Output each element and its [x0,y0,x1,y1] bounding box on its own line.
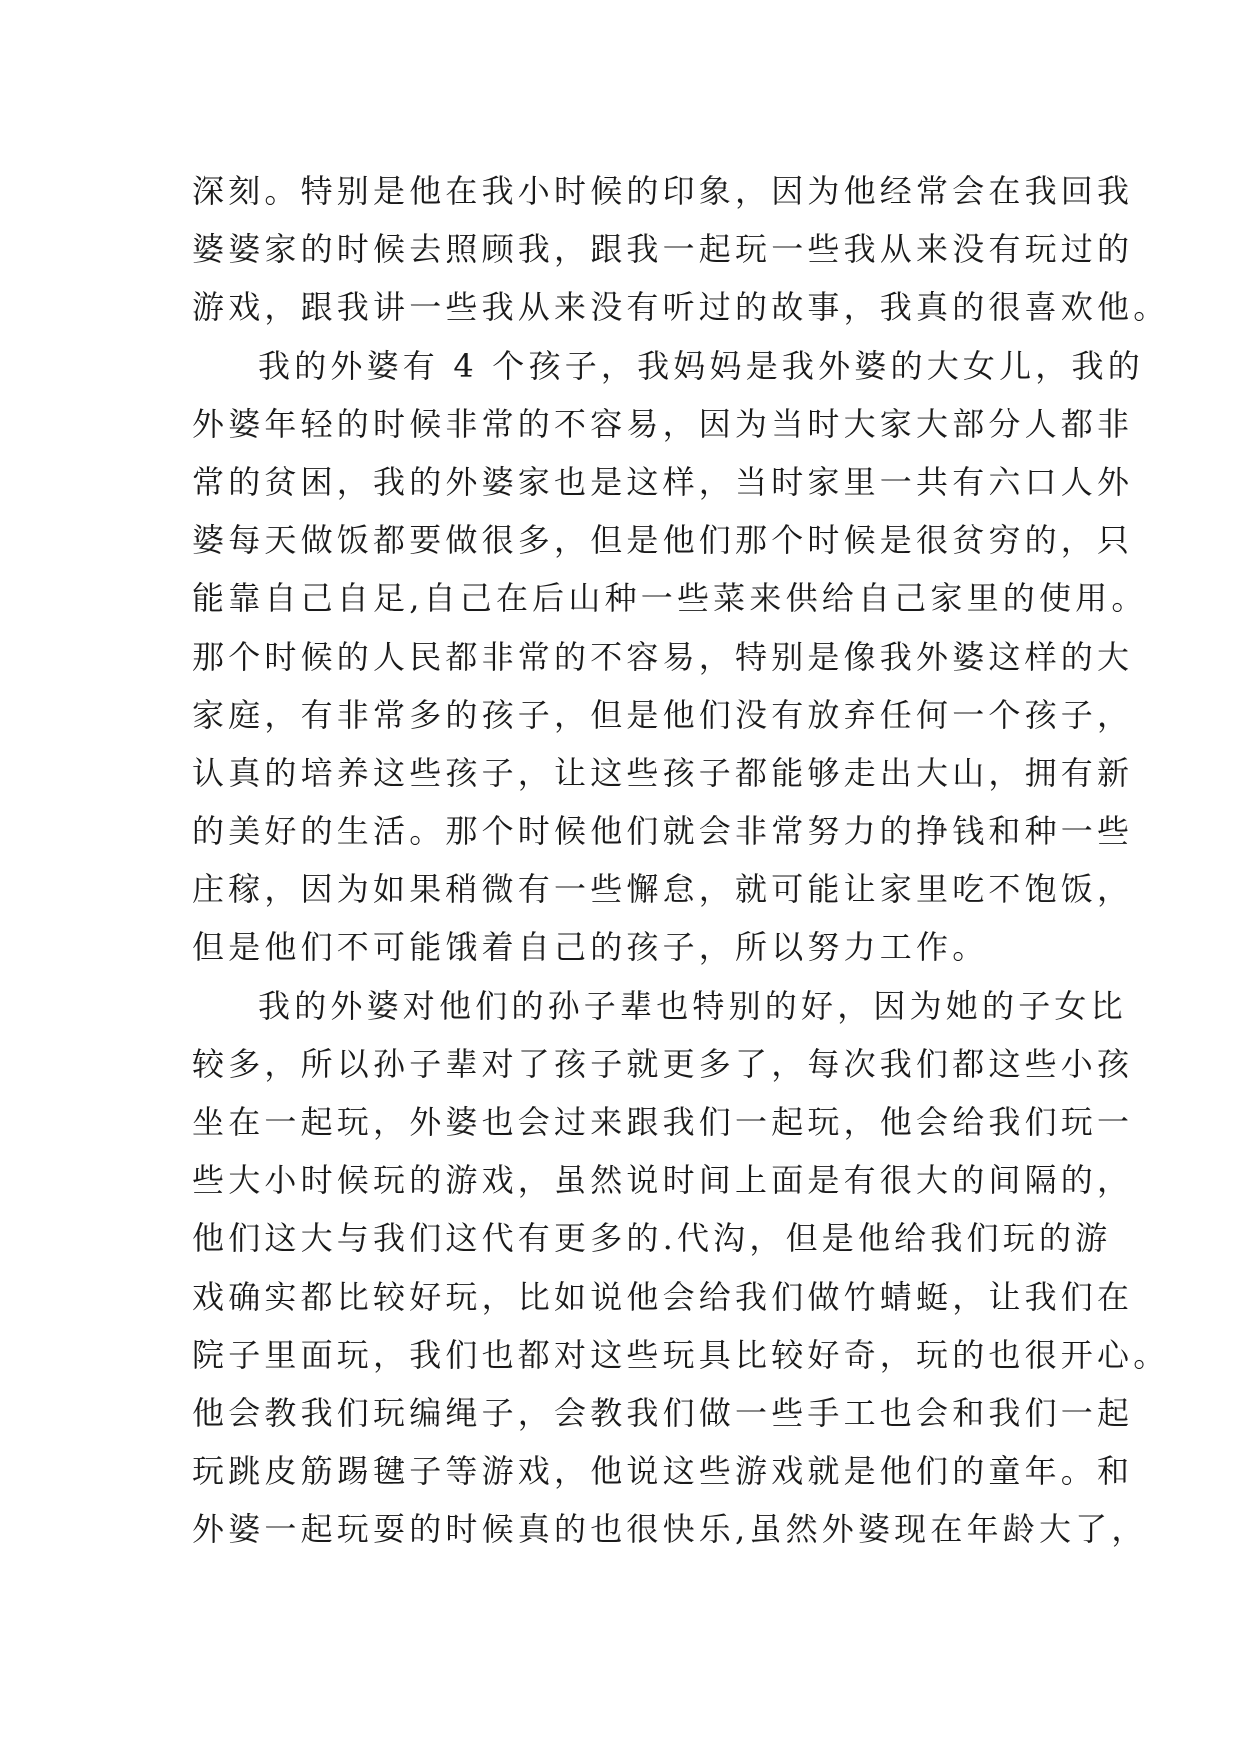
text-line: 认真的培养这些孩子，让这些孩子都能够走出大山，拥有新 [192,753,1134,792]
text-line: 玩跳皮筋踢毽子等游戏，他说这些游戏就是他们的童年。和 [192,1452,1134,1491]
paragraph-start-line: 我的外婆对他们的孙子辈也特别的好，因为她的子女比 [258,986,1127,1025]
text-line: 外婆一起玩耍的时候真的也很快乐,虽然外婆现在年龄大了， [192,1510,1148,1549]
text-line: 他们这大与我们这代有更多的.代沟，但是他给我们玩的游 [192,1219,1112,1258]
text-line: 游戏，跟我讲一些我从来没有听过的故事，我真的很喜欢他。 [192,288,1170,327]
text-line: 外婆年轻的时候非常的不容易，因为当时大家大部分人都非 [192,404,1134,443]
body-text [192,162,1170,1559]
text-line: 家庭，有非常多的孩子，但是他们没有放弃任何一个孩子， [192,695,1134,734]
text-line: 戏确实都比较好玩，比如说他会给我们做竹蜻蜓，让我们在 [192,1277,1134,1316]
paragraph-start-line: 我的外婆有 4 个孩子，我妈妈是我外婆的大女儿，我的 [258,346,1144,385]
text-line: 但是他们不可能饿着自己的孩子，所以努力工作。 [192,928,989,967]
text-line: 坐在一起玩，外婆也会过来跟我们一起玩，他会给我们玩一 [192,1103,1134,1141]
text-line: 婆每天做饭都要做很多，但是他们那个时候是很贫穷的，只 [192,521,1134,560]
text-line: 能靠自己自足,自己在后山种一些菜来供给自己家里的使用。 [192,579,1148,618]
text-line: 的美好的生活。那个时候他们就会非常努力的挣钱和种一些 [192,812,1134,851]
text-line: 些大小时候玩的游戏，虽然说时间上面是有很大的间隔的， [192,1161,1134,1200]
text-line: 较多，所以孙子辈对了孩子就更多了，每次我们都这些小孩 [192,1044,1134,1083]
text-line: 常的贫困，我的外婆家也是这样，当时家里一共有六口人外 [192,462,1134,501]
text-line: 那个时候的人民都非常的不容易，特别是像我外婆这样的大 [192,637,1134,676]
text-line: 婆婆家的时候去照顾我，跟我一起玩一些我从来没有玩过的 [192,230,1134,269]
text-line: 院子里面玩，我们也都对这些玩具比较好奇，玩的也很开心。 [192,1335,1170,1374]
text-line: 他会教我们玩编绳子，会教我们做一些手工也会和我们一起 [192,1393,1134,1432]
text-line: 庄稼，因为如果稍微有一些懈怠，就可能让家里吃不饱饭， [192,870,1134,909]
text-line: 深刻。特别是他在我小时候的印象，因为他经常会在我回我 [192,172,1134,210]
